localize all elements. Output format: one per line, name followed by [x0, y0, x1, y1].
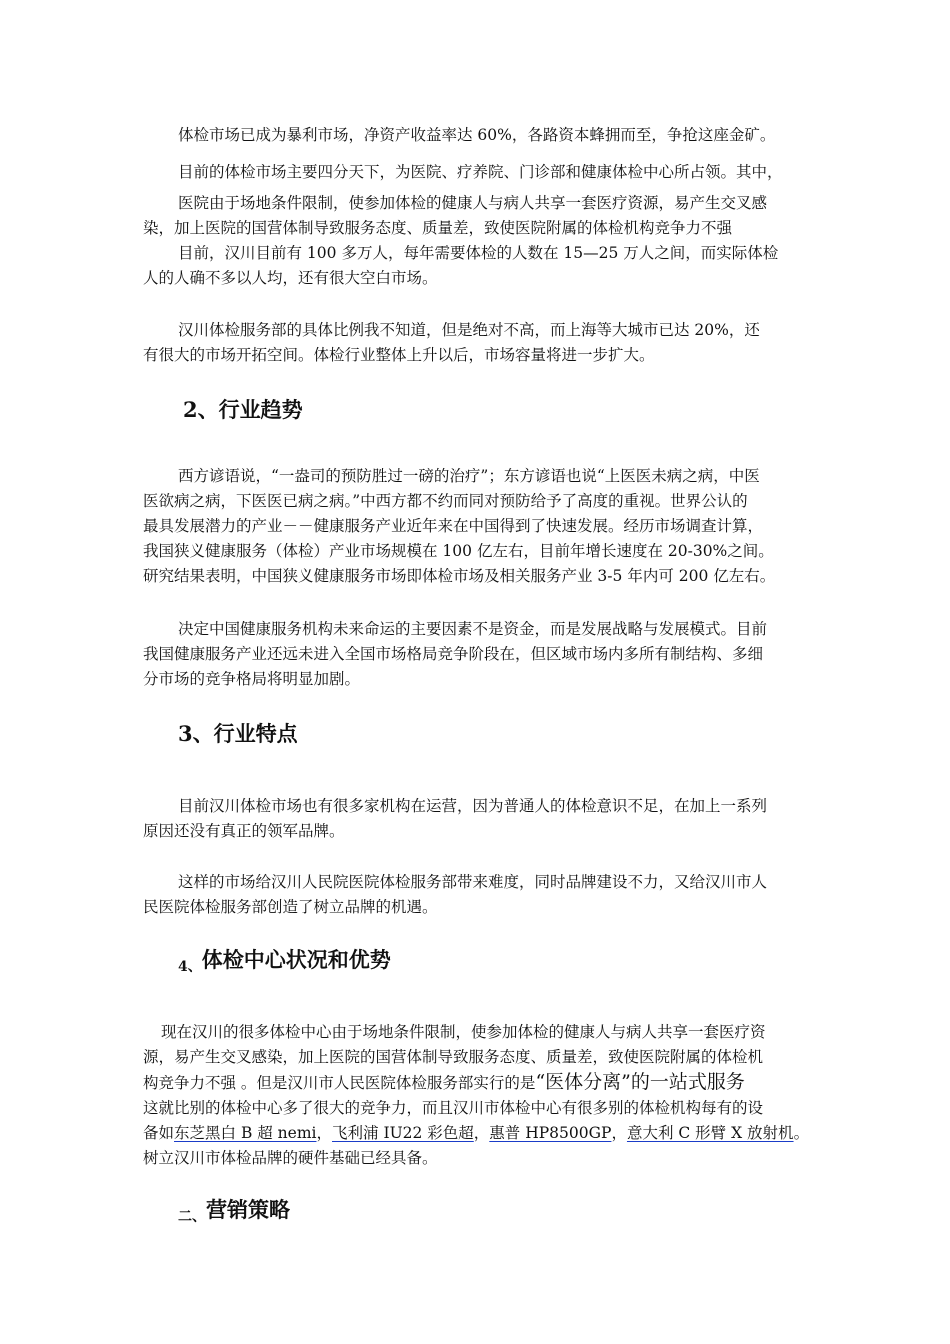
text-line: 汉川体检服务部的具体比例我不知道，但是绝对不高，而上海等大城市已达 20%，还 — [178, 321, 760, 339]
link-philips-color-ultrasound[interactable]: 飞利浦 IU22 彩色超 — [332, 1124, 474, 1142]
text-line: 分市场的竞争格局将明显加剧。 — [143, 670, 361, 688]
text-line: 有很大的市场开拓空间。体检行业整体上升以后，市场容量将进一步扩大。 — [143, 346, 655, 364]
heading-center-advantages — [178, 946, 391, 981]
text-line: 最具发展潜力的产业－－健康服务产业近年来在中国得到了快速发展。经历市场调查计算， — [143, 517, 764, 535]
heading-industry-trend: 2、行业趋势 — [183, 397, 303, 422]
text-line: 树立汉川市体检品牌的硬件基础已经具备。 — [143, 1149, 438, 1167]
text-line: 目前的体检市场主要四分天下，为医院、疗养院、门诊部和健康体检中心所占领。其中， — [178, 163, 783, 181]
text-segment: 构竞争力不强 。但是汉川市人民医院体检服务部实行的是 — [143, 1074, 536, 1092]
link-italy-c-arm-xray[interactable]: 意大利 C 形臂 X 放射机 — [626, 1124, 794, 1142]
text-line: 这就比别的体检中心多了很大的竞争力，而且汉川市体检中心有很多别的体检机构每有的设 — [143, 1099, 764, 1117]
text-line: 目前，汉川目前有 100 多万人，每年需要体检的人数在 15—25 万人之间，而实际体检 — [178, 244, 779, 262]
paragraph-development-strategy — [143, 617, 808, 692]
paragraph-prevention-proverbs — [143, 464, 808, 589]
text-line: 染，加上医院的国营体制导致服务态度、质量差，致使医院附属的体检机构竞争力不强 — [143, 219, 733, 237]
text-line: 决定中国健康服务机构未来命运的主要因素不是资金，而是发展战略与发展模式。目前 — [178, 620, 768, 638]
text-line: 民医院体检服务部创造了树立品牌的机遇。 — [143, 898, 438, 916]
paragraph-hanchuan-population — [143, 241, 808, 291]
link-toshiba-ultrasound[interactable]: 东芝黑白 B 超 nemi — [174, 1124, 317, 1142]
text-line: 医院由于场地条件限制，使参加体检的健康人与病人共享一套医疗资源，易产生交叉感 — [178, 194, 768, 212]
text-line: 研究结果表明，中国狭义健康服务市场即体检市场及相关服务产业 3-5 年内可 200 亿左右。 — [143, 567, 776, 585]
heading-marketing-strategy — [178, 1196, 290, 1231]
text-segment: 备如 — [143, 1124, 175, 1142]
text-line: 体检市场已成为暴利市场，净资产收益率达 60%，各路资本蜂拥而至，争抢这座金矿。 — [178, 126, 776, 144]
heading-text: 营销策略 — [206, 1197, 290, 1222]
heading-number: 4、 — [178, 959, 202, 975]
paragraph-market-space — [143, 318, 808, 368]
text-line: 人的人确不多以人均，还有很大空白市场。 — [143, 269, 438, 287]
text-line — [143, 1070, 808, 1096]
text-line: 我国健康服务产业还远未进入全国市场格局竞争阶段在，但区域市场内多所有制结构、多细 — [143, 645, 764, 663]
text-line: 我国狭义健康服务（体检）产业市场规模在 100 亿左右，目前年增长速度在 20-30%之间。 — [143, 542, 774, 560]
paragraph-market-profit — [178, 123, 843, 148]
text-segment: 。 — [793, 1124, 810, 1142]
text-line: 西方谚语说，“一盎司的预防胜过一磅的治疗”；东方谚语也说“上医医未病之病，中医 — [178, 467, 760, 485]
text-line: 现在汉川的很多体检中心由于场地条件限制，使参加体检的健康人与病人共享一套医疗资 — [161, 1023, 766, 1041]
paragraph-brand-opportunity — [143, 870, 808, 920]
text-line: 原因还没有真正的领军品牌。 — [143, 822, 345, 840]
paragraph-center-equipment — [143, 1020, 808, 1171]
text-segment: ， — [316, 1124, 333, 1142]
paragraph-no-leading-brand — [143, 794, 808, 844]
text-line — [143, 1121, 808, 1146]
heading-text: 体检中心状况和优势 — [201, 947, 391, 972]
paragraph-hospital-limits — [143, 191, 808, 241]
text-line: 这样的市场给汉川人民院医院体检服务部带来难度，同时品牌建设不力，又给汉川市人 — [178, 873, 768, 891]
heading-number: 二、 — [178, 1209, 206, 1225]
paragraph-market-share — [178, 160, 843, 185]
text-line: 目前汉川体检市场也有很多家机构在运营，因为普通人的体检意识不足，在加上一系列 — [178, 797, 768, 815]
heading-industry-features: 3、行业特点 — [178, 721, 298, 746]
highlight-one-stop-service: “医体分离”的一站式服务 — [535, 1071, 745, 1093]
link-hp-8500gp[interactable]: 惠普 HP8500GP — [489, 1124, 612, 1142]
text-line: 医欲病之病，下医医已病之病。”中西方都不约而同对预防给予了高度的重视。世界公认的 — [143, 492, 748, 510]
text-line: 源，易产生交叉感染，加上医院的国营体制导致服务态度、质量差，致使医院附属的体检机 — [143, 1048, 764, 1066]
text-segment: ， — [473, 1124, 490, 1142]
text-segment: ， — [611, 1124, 627, 1142]
